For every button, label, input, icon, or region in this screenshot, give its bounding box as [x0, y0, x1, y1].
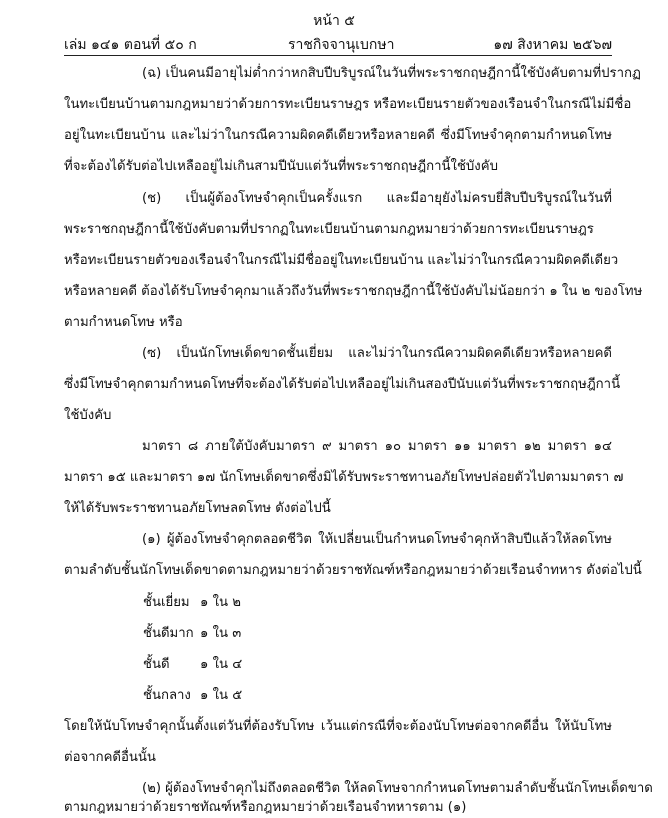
grade-ratio: ๑ ใน ๒	[200, 595, 241, 610]
publication-date: ๑๗ สิงหาคม ๒๕๖๗	[493, 37, 612, 53]
paragraph-line: (ช) เป็นผู้ต้องโทษจำคุกเป็นครั้งแรก และมีอายุยังไม่ครบยี่สิบปีบริบูรณ์ในวันที่	[142, 191, 612, 206]
item-2-line: (๒) ผู้ต้องโทษจำคุกไม่ถึงตลอดชีวิต ให้ลดโทษจากกำหนดโทษตามลำดับชั้นนักโทษเด็ดขาด	[142, 781, 653, 796]
gazette-title: ราชกิจจานุเบกษา	[288, 37, 395, 53]
paragraph-line: พระราชกฤษฎีกานี้ใช้บังคับตามที่ปรากฏในทะเบียนบ้านตามกฎหมายว่าด้วยการทะเบียนราษฎร	[64, 222, 594, 237]
grade-name: ชั้นกลาง	[143, 688, 191, 703]
paragraph-line: หรือทะเบียนรายตัวของเรือนจำในกรณีไม่มีชื่ออยู่ในทะเบียนบ้าน และไม่ว่าในกรณีความผิดคดีเดียว	[64, 253, 619, 268]
grade-name: ชั้นเยี่ยม	[143, 595, 190, 610]
grade-name: ชั้นดีมาก	[143, 626, 194, 641]
paragraph-line: ที่จะต้องได้รับต่อไปเหลืออยู่ไม่เกินสามปีนับแต่วันที่พระราชกฤษฎีกานี้ใช้บังคับ	[64, 159, 498, 174]
item-2-line: ตามกฎหมายว่าด้วยราชทัณฑ์หรือกฎหมายว่าด้วยเรือนจำทหารตาม (๑)	[64, 800, 467, 815]
item-1-line: ตามลำดับชั้นนักโทษเด็ดขาดตามกฎหมายว่าด้วยราชทัณฑ์หรือกฎหมายว่าด้วยเรือนจำทหาร ดังต่อไปนี้	[64, 563, 642, 578]
section-8-line: ให้ได้รับพระราชทานอภัยโทษลดโทษ ดังต่อไปนี้	[64, 501, 331, 516]
grade-ratio: ๑ ใน ๕	[200, 688, 243, 703]
volume-issue: เล่ม ๑๔๑ ตอนที่ ๕๐ ก	[64, 37, 197, 53]
paragraph-line: ตามกำหนดโทษ หรือ	[64, 315, 183, 330]
paragraph-line: ในทะเบียนบ้านตามกฎหมายว่าด้วยการทะเบียนราษฎร หรือทะเบียนรายตัวของเรือนจำในกรณีไม่มีชื่อ	[64, 97, 632, 112]
paragraph-line: หรือหลายคดี ต้องได้รับโทษจำคุกมาแล้วถึงวันที่พระราชกฤษฎีกานี้ใช้บังคับไม่น้อยกว่า ๑ ใน ๒ ของโทษ	[64, 284, 643, 299]
page-number: หน้า ๕	[313, 13, 355, 29]
grade-name: ชั้นดี	[143, 657, 170, 672]
paragraph-line: อยู่ในทะเบียนบ้าน และไม่ว่าในกรณีความผิดคดีเดียวหรือหลายคดี ซึ่งมีโทษจำคุกตามกำหนดโทษ	[64, 128, 612, 143]
header-divider	[64, 55, 612, 56]
paragraph-line: ซึ่งมีโทษจำคุกตามกำหนดโทษที่จะต้องได้รับต่อไปเหลืออยู่ไม่เกินสองปีนับแต่วันที่พระราชกฤษฎีกานี้	[64, 377, 621, 392]
paragraph-line: ใช้บังคับ	[64, 408, 112, 423]
section-8-line: มาตรา ๑๕ และมาตรา ๑๗ นักโทษเด็ดขาดซึ่งมิได้รับพระราชทานอภัยโทษปล่อยตัวไปตามมาตรา ๗	[64, 470, 624, 485]
grade-ratio: ๑ ใน ๓	[200, 626, 242, 641]
grade-ratio: ๑ ใน ๔	[200, 657, 243, 672]
paragraph-line: (ฉ) เป็นคนมีอายุไม่ต่ำกว่าหกสิบปีบริบูรณ์ในวันที่พระราชกฤษฎีกานี้ใช้บังคับตามที่ปรากฏ	[142, 66, 641, 81]
gazette-header	[64, 34, 612, 54]
paragraph-line: (ซ) เป็นนักโทษเด็ดขาดชั้นเยี่ยม และไม่ว่าในกรณีความผิดคดีเดียวหรือหลายคดี	[142, 346, 612, 361]
paragraph-line: ต่อจากคดีอื่นนั้น	[64, 750, 156, 765]
item-1-line: (๑) ผู้ต้องโทษจำคุกตลอดชีวิต ให้เปลี่ยนเป็นกำหนดโทษจำคุกห้าสิบปีแล้วให้ลดโทษ	[142, 532, 612, 547]
section-8-line: มาตรา ๘ ภายใต้บังคับมาตรา ๙ มาตรา ๑๐ มาตรา ๑๑ มาตรา ๑๒ มาตรา ๑๔	[142, 439, 612, 454]
paragraph-line: โดยให้นับโทษจำคุกนั้นตั้งแต่วันที่ต้องรับโทษ เว้นแต่กรณีที่จะต้องนับโทษต่อจากคดีอื่น ให้นับโทษ	[64, 719, 612, 734]
